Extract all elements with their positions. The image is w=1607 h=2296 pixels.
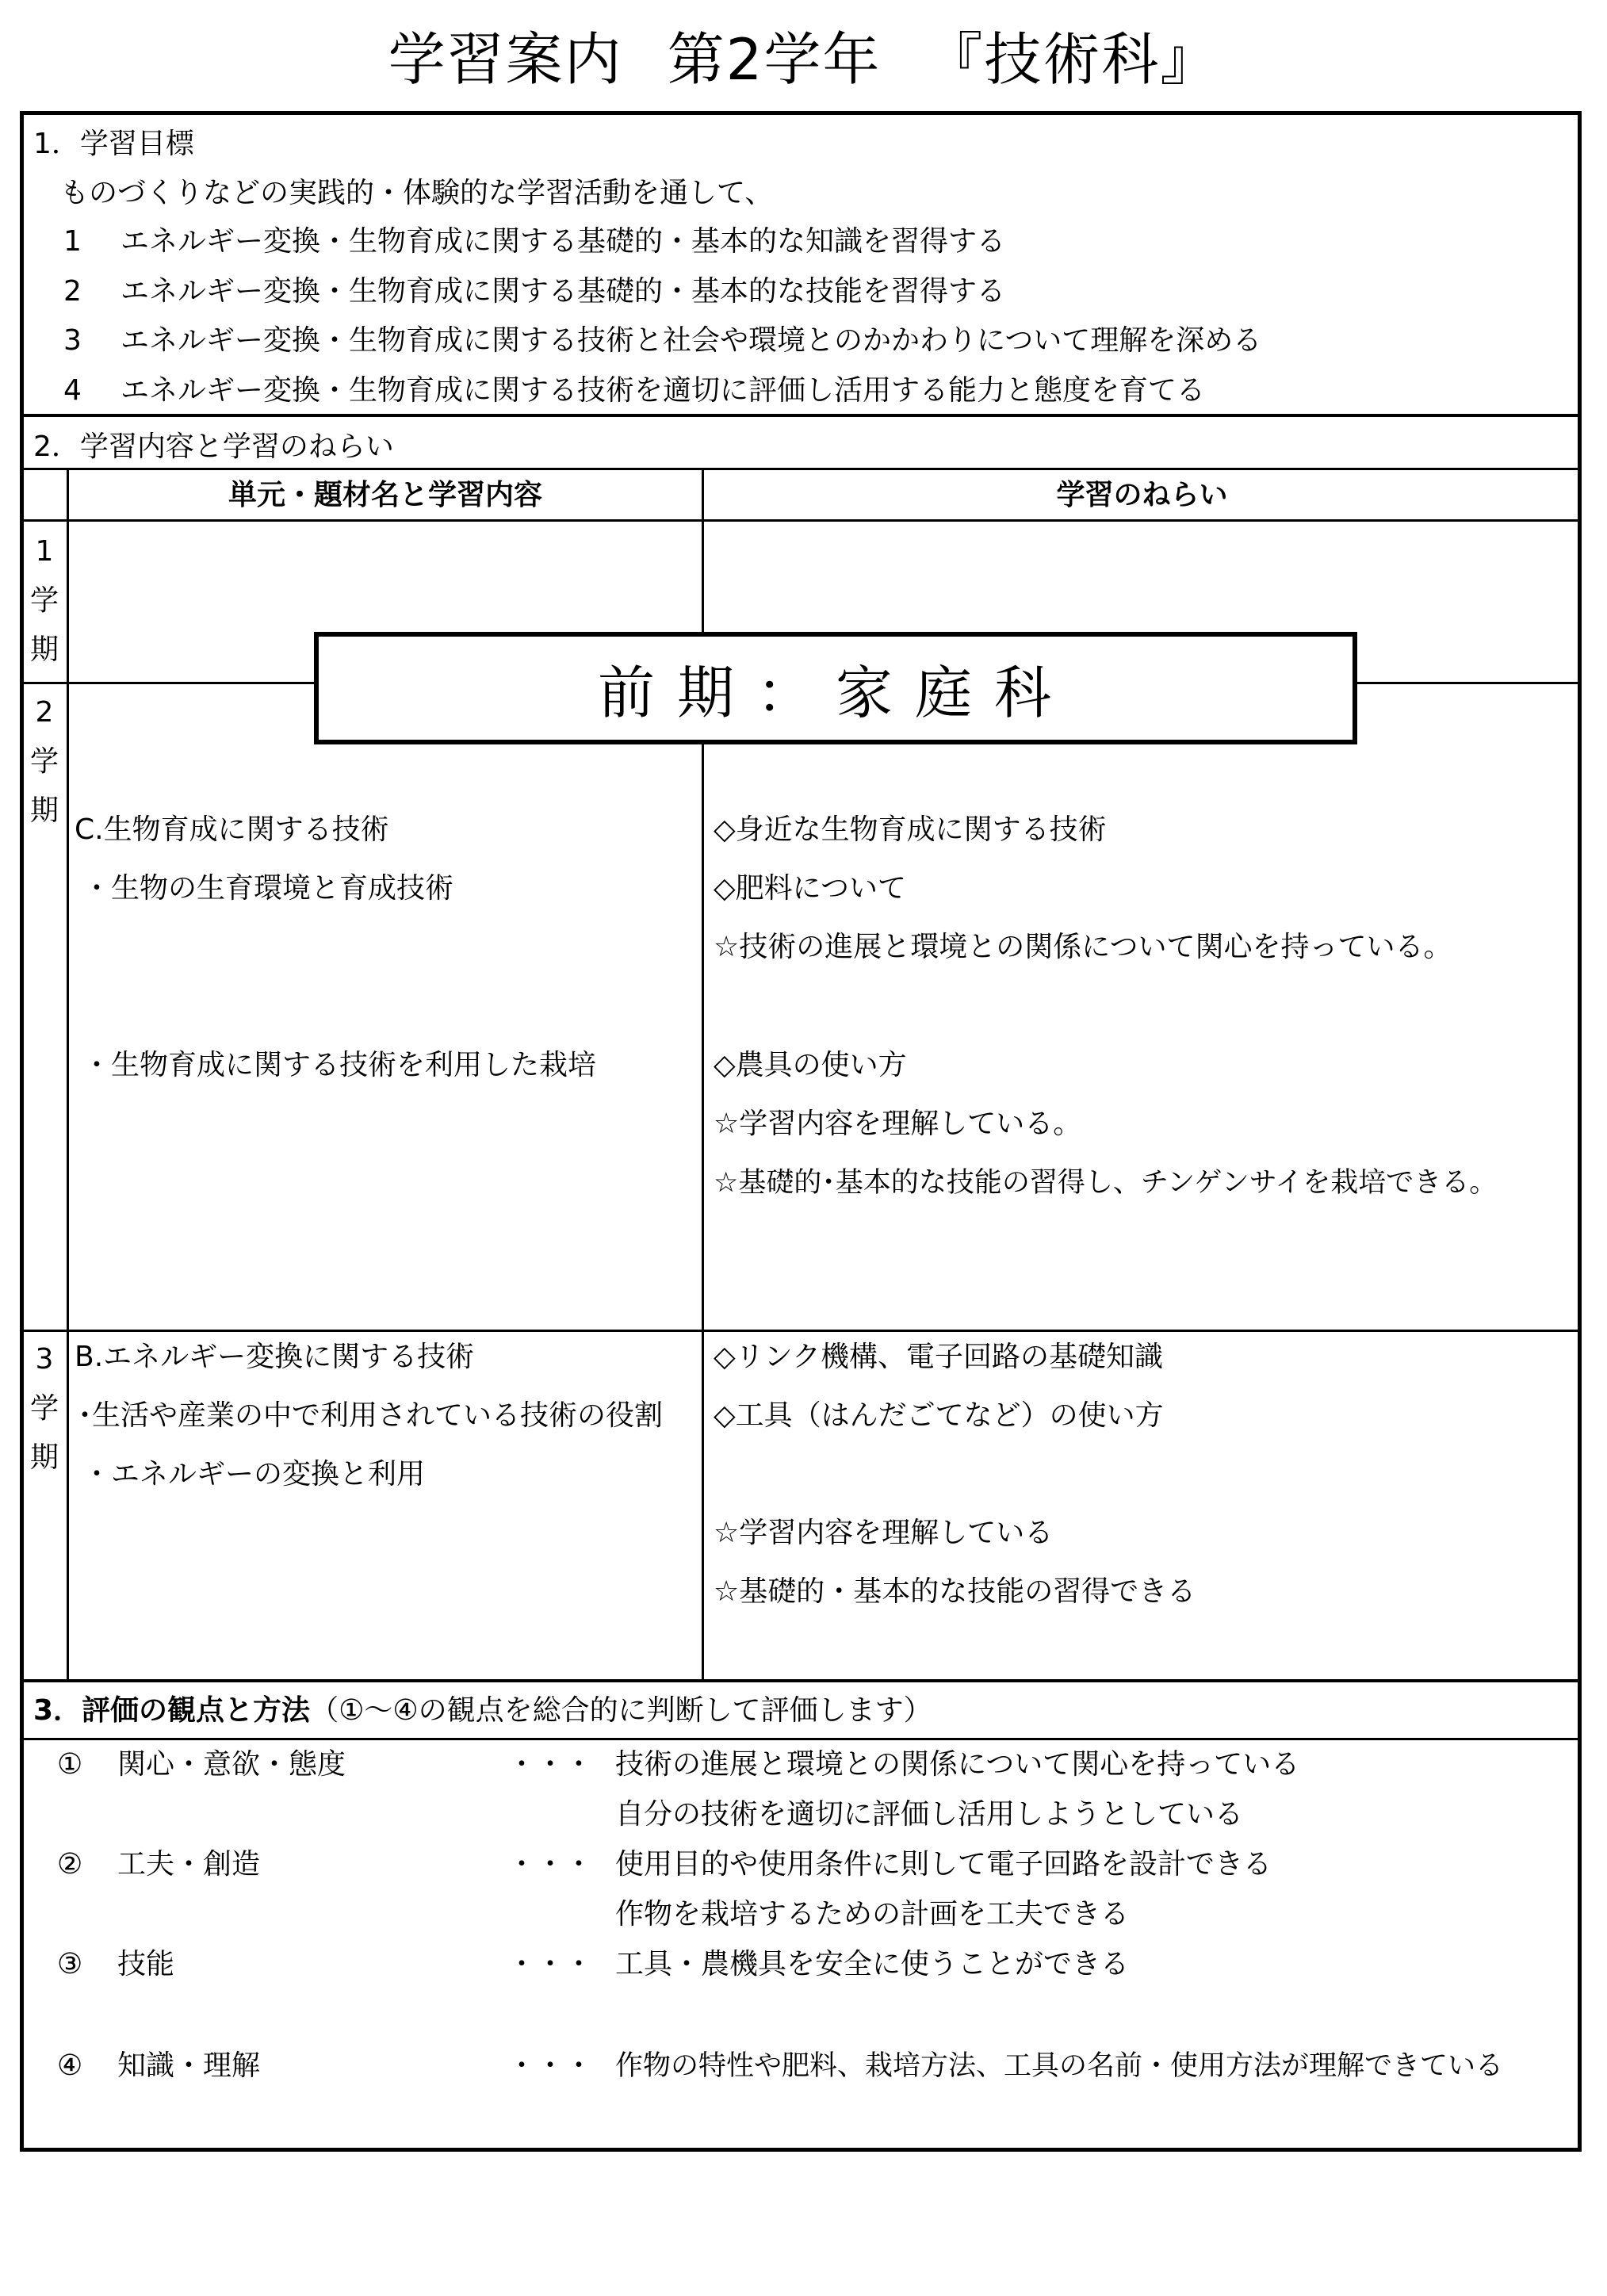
term3-label: 3 学 期 (29, 1343, 59, 1474)
criteria-description: 作物を栽培するための計画を工夫できる (615, 1898, 1130, 1931)
term3-aim: ☆学習内容を理解している (714, 1517, 1054, 1549)
term2-aim: ☆学習内容を理解している。 (714, 1108, 1082, 1140)
title-part2: 第2学年 (667, 26, 882, 93)
goal-number: 2 (63, 275, 82, 308)
section3-heading (33, 1693, 932, 1728)
first-half-banner (314, 632, 1357, 744)
divider-section1 (20, 414, 1582, 417)
divider-section3-heading (20, 1738, 1582, 1740)
goal-text: エネルギー変換・生物育成に関する技術と社会や環境とのかかわりについて理解を深める (121, 324, 1262, 357)
goal-number: 1 (63, 225, 82, 258)
column-header-content: 単元・題材名と学習内容 (228, 479, 542, 511)
table-column-divider-label (67, 468, 69, 1681)
section3-heading-note: （①～④の観点を総合的に判断して評価します） (310, 1694, 932, 1727)
term2-content-item: ・生物の生育環境と育成技術 (82, 872, 454, 905)
criteria-dots: ・・・ (507, 1948, 594, 1980)
divider-table-header (20, 519, 1582, 522)
term3-unit-title: B.エネルギー変換に関する技術 (75, 1341, 475, 1373)
term2-label: 2 学 期 (29, 696, 59, 827)
criteria-description: 使用目的や使用条件に則して電子回路を設計できる (615, 1848, 1272, 1881)
criteria-name: 知識・理解 (117, 2049, 261, 2082)
term2-aim: ☆基礎的･基本的な技能の習得し、チンゲンサイを栽培できる。 (714, 1167, 1498, 1199)
divider-section3 (20, 1679, 1582, 1682)
section2-heading: 2．学習内容と学習のねらい (33, 430, 394, 463)
term2-content-item: ・生物育成に関する技術を利用した栽培 (82, 1049, 597, 1081)
goal-text: エネルギー変換・生物育成に関する基礎的・基本的な知識を習得する (121, 225, 1006, 258)
title-part1: 学習案内 (388, 26, 623, 93)
banner-text: 前期：家庭科 (597, 660, 1073, 726)
criteria-name: 工夫・創造 (117, 1848, 261, 1881)
term2-unit-title: C.生物育成に関する技術 (75, 813, 389, 846)
criteria-dots: ・・・ (507, 1748, 594, 1781)
criteria-number: ① (57, 1748, 83, 1781)
term2-aim: ◇身近な生物育成に関する技術 (714, 813, 1107, 846)
column-header-aim: 学習のねらい (1056, 479, 1228, 511)
section1-heading: 1．学習目標 (33, 128, 194, 160)
goal-number: 3 (63, 324, 82, 357)
criteria-name: 関心・意欲・態度 (117, 1748, 346, 1781)
criteria-number: ④ (57, 2049, 83, 2082)
term3-content-item: ･生活や産業の中で利用されている技術の役割 (78, 1399, 664, 1432)
criteria-dots: ・・・ (507, 1848, 594, 1881)
criteria-description: 自分の技術を適切に評価し活用しようとしている (615, 1798, 1244, 1831)
section3-heading-text: 3．評価の観点と方法 (33, 1694, 311, 1727)
term2-aim: ◇農具の使い方 (714, 1049, 907, 1081)
page-title (0, 24, 1607, 95)
criteria-description: 工具・農機具を安全に使うことができる (615, 1948, 1130, 1980)
term2-aim: ◇肥料について (714, 872, 906, 905)
goal-text: エネルギー変換・生物育成に関する基礎的・基本的な技能を習得する (121, 275, 1006, 308)
term1-label: 1 学 期 (29, 535, 59, 666)
criteria-description: 技術の進展と環境との関係について関心を持っている (615, 1748, 1300, 1781)
criteria-number: ③ (57, 1948, 83, 1980)
section1-intro: ものづくりなどの実践的・体験的な学習活動を通して、 (60, 177, 774, 209)
title-part3: 『技術科』 (925, 26, 1219, 93)
term3-aim: ◇工具（はんだごてなど）の使い方 (714, 1399, 1164, 1432)
goal-text: エネルギー変換・生物育成に関する技術を適切に評価し活用する能力と態度を育てる (121, 374, 1206, 407)
term3-aim: ☆基礎的・基本的な技能の習得できる (714, 1575, 1196, 1608)
divider-term2 (20, 1330, 1582, 1332)
term3-aim: ◇リンク機構、電子回路の基礎知識 (714, 1341, 1163, 1373)
criteria-name: 技能 (117, 1948, 175, 1980)
criteria-description: 作物の特性や肥料、栽培方法、工具の名前・使用方法が理解できている (615, 2050, 1504, 2082)
term2-aim: ☆技術の進展と環境との関係について関心を持っている。 (714, 931, 1452, 963)
term3-content-item: ・エネルギーの変換と利用 (82, 1458, 426, 1490)
goal-number: 4 (63, 374, 82, 407)
criteria-dots: ・・・ (507, 2049, 594, 2082)
criteria-number: ② (57, 1848, 83, 1881)
divider-section2-heading (20, 468, 1582, 470)
